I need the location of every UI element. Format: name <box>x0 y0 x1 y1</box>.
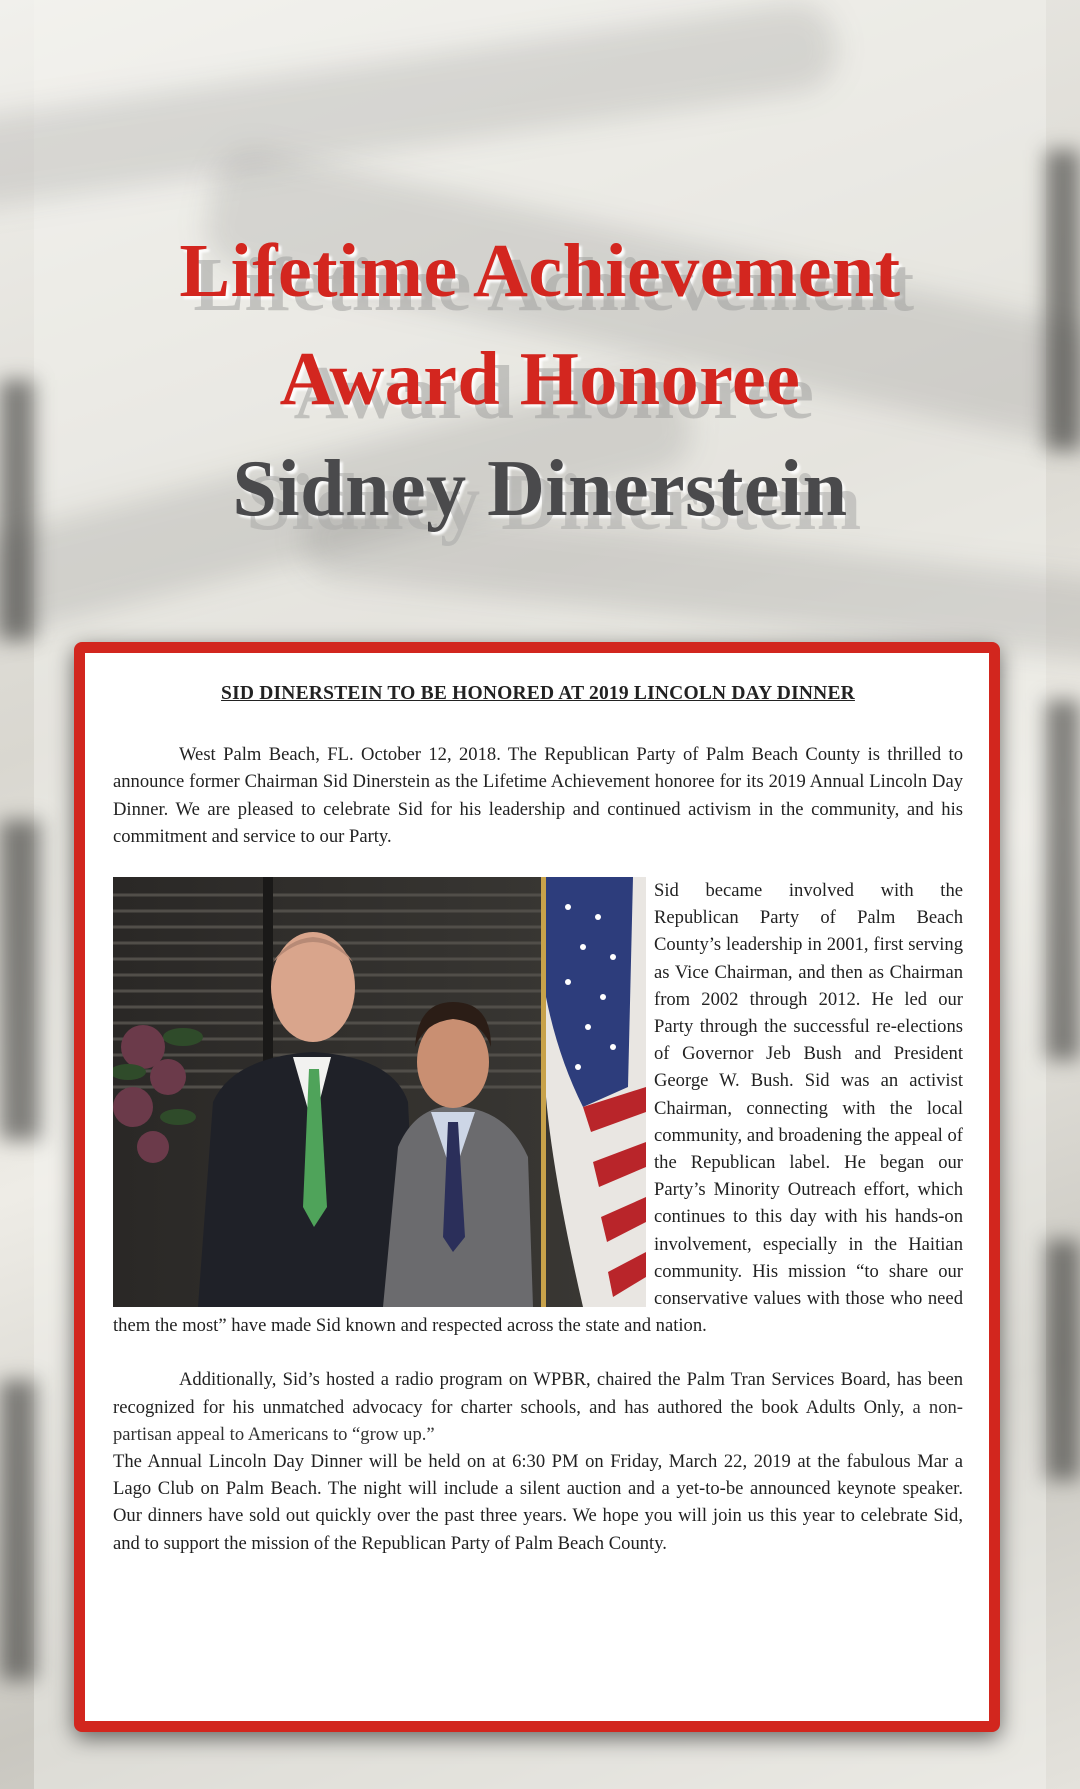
paragraph-dinner-details: The Annual Lincoln Day Dinner will be held on at 6:30 PM on Friday, March 22, 2019 at the fabulous Mar a Lago Club on Palm Beach. The night will include a silent auction and a yet-to-be announced keynote speaker. Our dinners have sold out quickly over the past three years. We hope you will join us this year to celebrate Sid, and to support the mission of the Republican Party of Palm Beach County. <box>113 1451 963 1554</box>
award-title-line-2: Award Honoree <box>279 337 801 421</box>
award-title-line-1: Lifetime Achievement <box>179 229 901 313</box>
paragraph-biography: Sid became involved with the Republican Party of Palm Beach County’s leadership in 2001, first serving as Vice Chairman, and then as Chairman from 2002 through 2012. He led our Party through the successful re-elections of Governor Jeb Bush and President George W. Bush. Sid was an activist Chairman, connecting with the local community, and broadening the appeal of the Republican label. He began our Party’s Minority Outreach effort, which continues to this day with his hands-on involvement, especially in the Haitian community. His mission “to share our conservative values with those who need them the most” have made Sid known and respected across the state and nation. <box>113 880 963 1337</box>
honoree-photo <box>113 877 646 1307</box>
honoree-name: Sidney Dinerstein <box>232 445 848 533</box>
press-release-title: SID DINERSTEIN TO BE HONORED AT 2019 LINCOLN DAY DINNER <box>221 683 855 704</box>
paragraph-announcement: West Palm Beach, FL. October 12, 2018. The Republican Party of Palm Beach County is thrilled to announce former Chairman Sid Dinerstein as the Lifetime Achievement honoree for its 2019 Annual Lincoln Day Dinner. We are pleased to celebrate Sid for his leadership and continued activism in the community, and his commitment and service to our Party. <box>113 744 963 847</box>
book-description: a non-partisan appeal to Americans to “grow up.” <box>113 1396 964 1445</box>
press-release <box>113 680 963 1557</box>
paragraph-additional-main: Additionally, Sid’s hosted a radio program on WPBR, chaired the Palm Tran Services Board, has been recognized for his unmatched advocacy for charter schools, and has authored the book Adults Only, <box>113 1369 963 1418</box>
paragraph-additional <box>113 1366 963 1448</box>
